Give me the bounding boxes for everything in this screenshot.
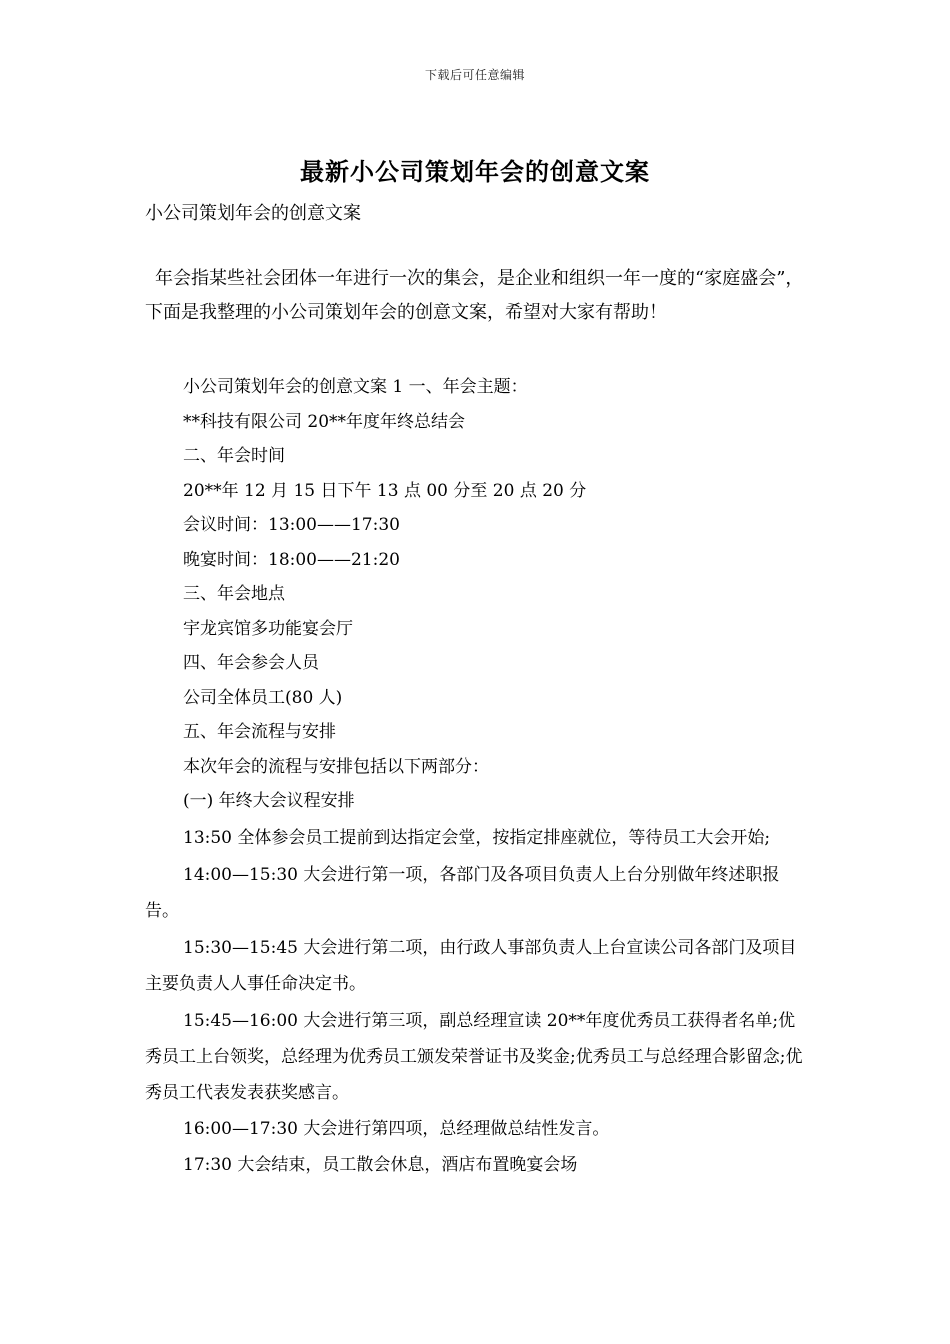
document-body	[145, 370, 810, 1183]
schedule-paragraph: 13:50 全体参会员工提前到达指定会堂，按指定排座就位，等待员工大会开始;	[183, 827, 771, 848]
body-line: (一) 年终大会议程安排	[183, 791, 355, 811]
schedule-paragraph: 17:30 大会结束，员工散会休息，酒店布置晚宴会场	[183, 1154, 578, 1175]
body-line: 晚宴时间：18:00——21:20	[183, 549, 400, 570]
schedule-paragraph: 15:30—15:45 大会进行第二项，由行政人事部负责人上台宣读公司各部门及项目主要负责人人事任命决定书。	[145, 937, 797, 994]
body-line: **科技有限公司 20**年度年终总结会	[183, 411, 466, 432]
document-subtitle: 小公司策划年会的创意文案	[145, 203, 361, 224]
schedule-paragraph: 15:45—16:00 大会进行第三项，副总经理宣读 20**年度优秀员工获得者名单;优秀员工上台领奖，总经理为优秀员工颁发荣誉证书及奖金;优秀员工与总经理合影留念;优秀员工代表发表获奖感言。	[145, 1010, 803, 1103]
body-line: 公司全体员工(80 人)	[183, 687, 343, 708]
document-title: 最新小公司策划年会的创意文案	[300, 157, 650, 186]
schedule-paragraph: 16:00—17:30 大会进行第四项，总经理做总结性发言。	[183, 1118, 610, 1139]
body-line: 本次年会的流程与安排包括以下两部分：	[183, 756, 489, 777]
body-line: 20**年 12 月 15 日下午 13 点 00 分至 20 点 20 分	[183, 480, 587, 501]
body-line: 小公司策划年会的创意文案 1 一、年会主题：	[183, 377, 528, 397]
header-note: 下载后可任意编辑	[424, 68, 525, 82]
body-line: 四、年会参会人员	[183, 653, 319, 673]
body-line: 三、年会地点	[183, 584, 285, 604]
body-line: 二、年会时间	[183, 446, 285, 466]
body-line: 会议时间：13:00——17:30	[183, 515, 400, 535]
body-line: 宇龙宾馆多功能宴会厅	[183, 618, 353, 639]
body-line: 五、年会流程与安排	[183, 722, 336, 742]
schedule-paragraph: 14:00—15:30 大会进行第一项，各部门及各项目负责人上台分别做年终述职报告。	[145, 864, 780, 921]
intro-paragraph: 年会指某些社会团体一年进行一次的集会，是企业和组织一年一度的“家庭盛会”，下面是我整理的小公司策划年会的创意文案，希望对大家有帮助！	[145, 268, 804, 323]
